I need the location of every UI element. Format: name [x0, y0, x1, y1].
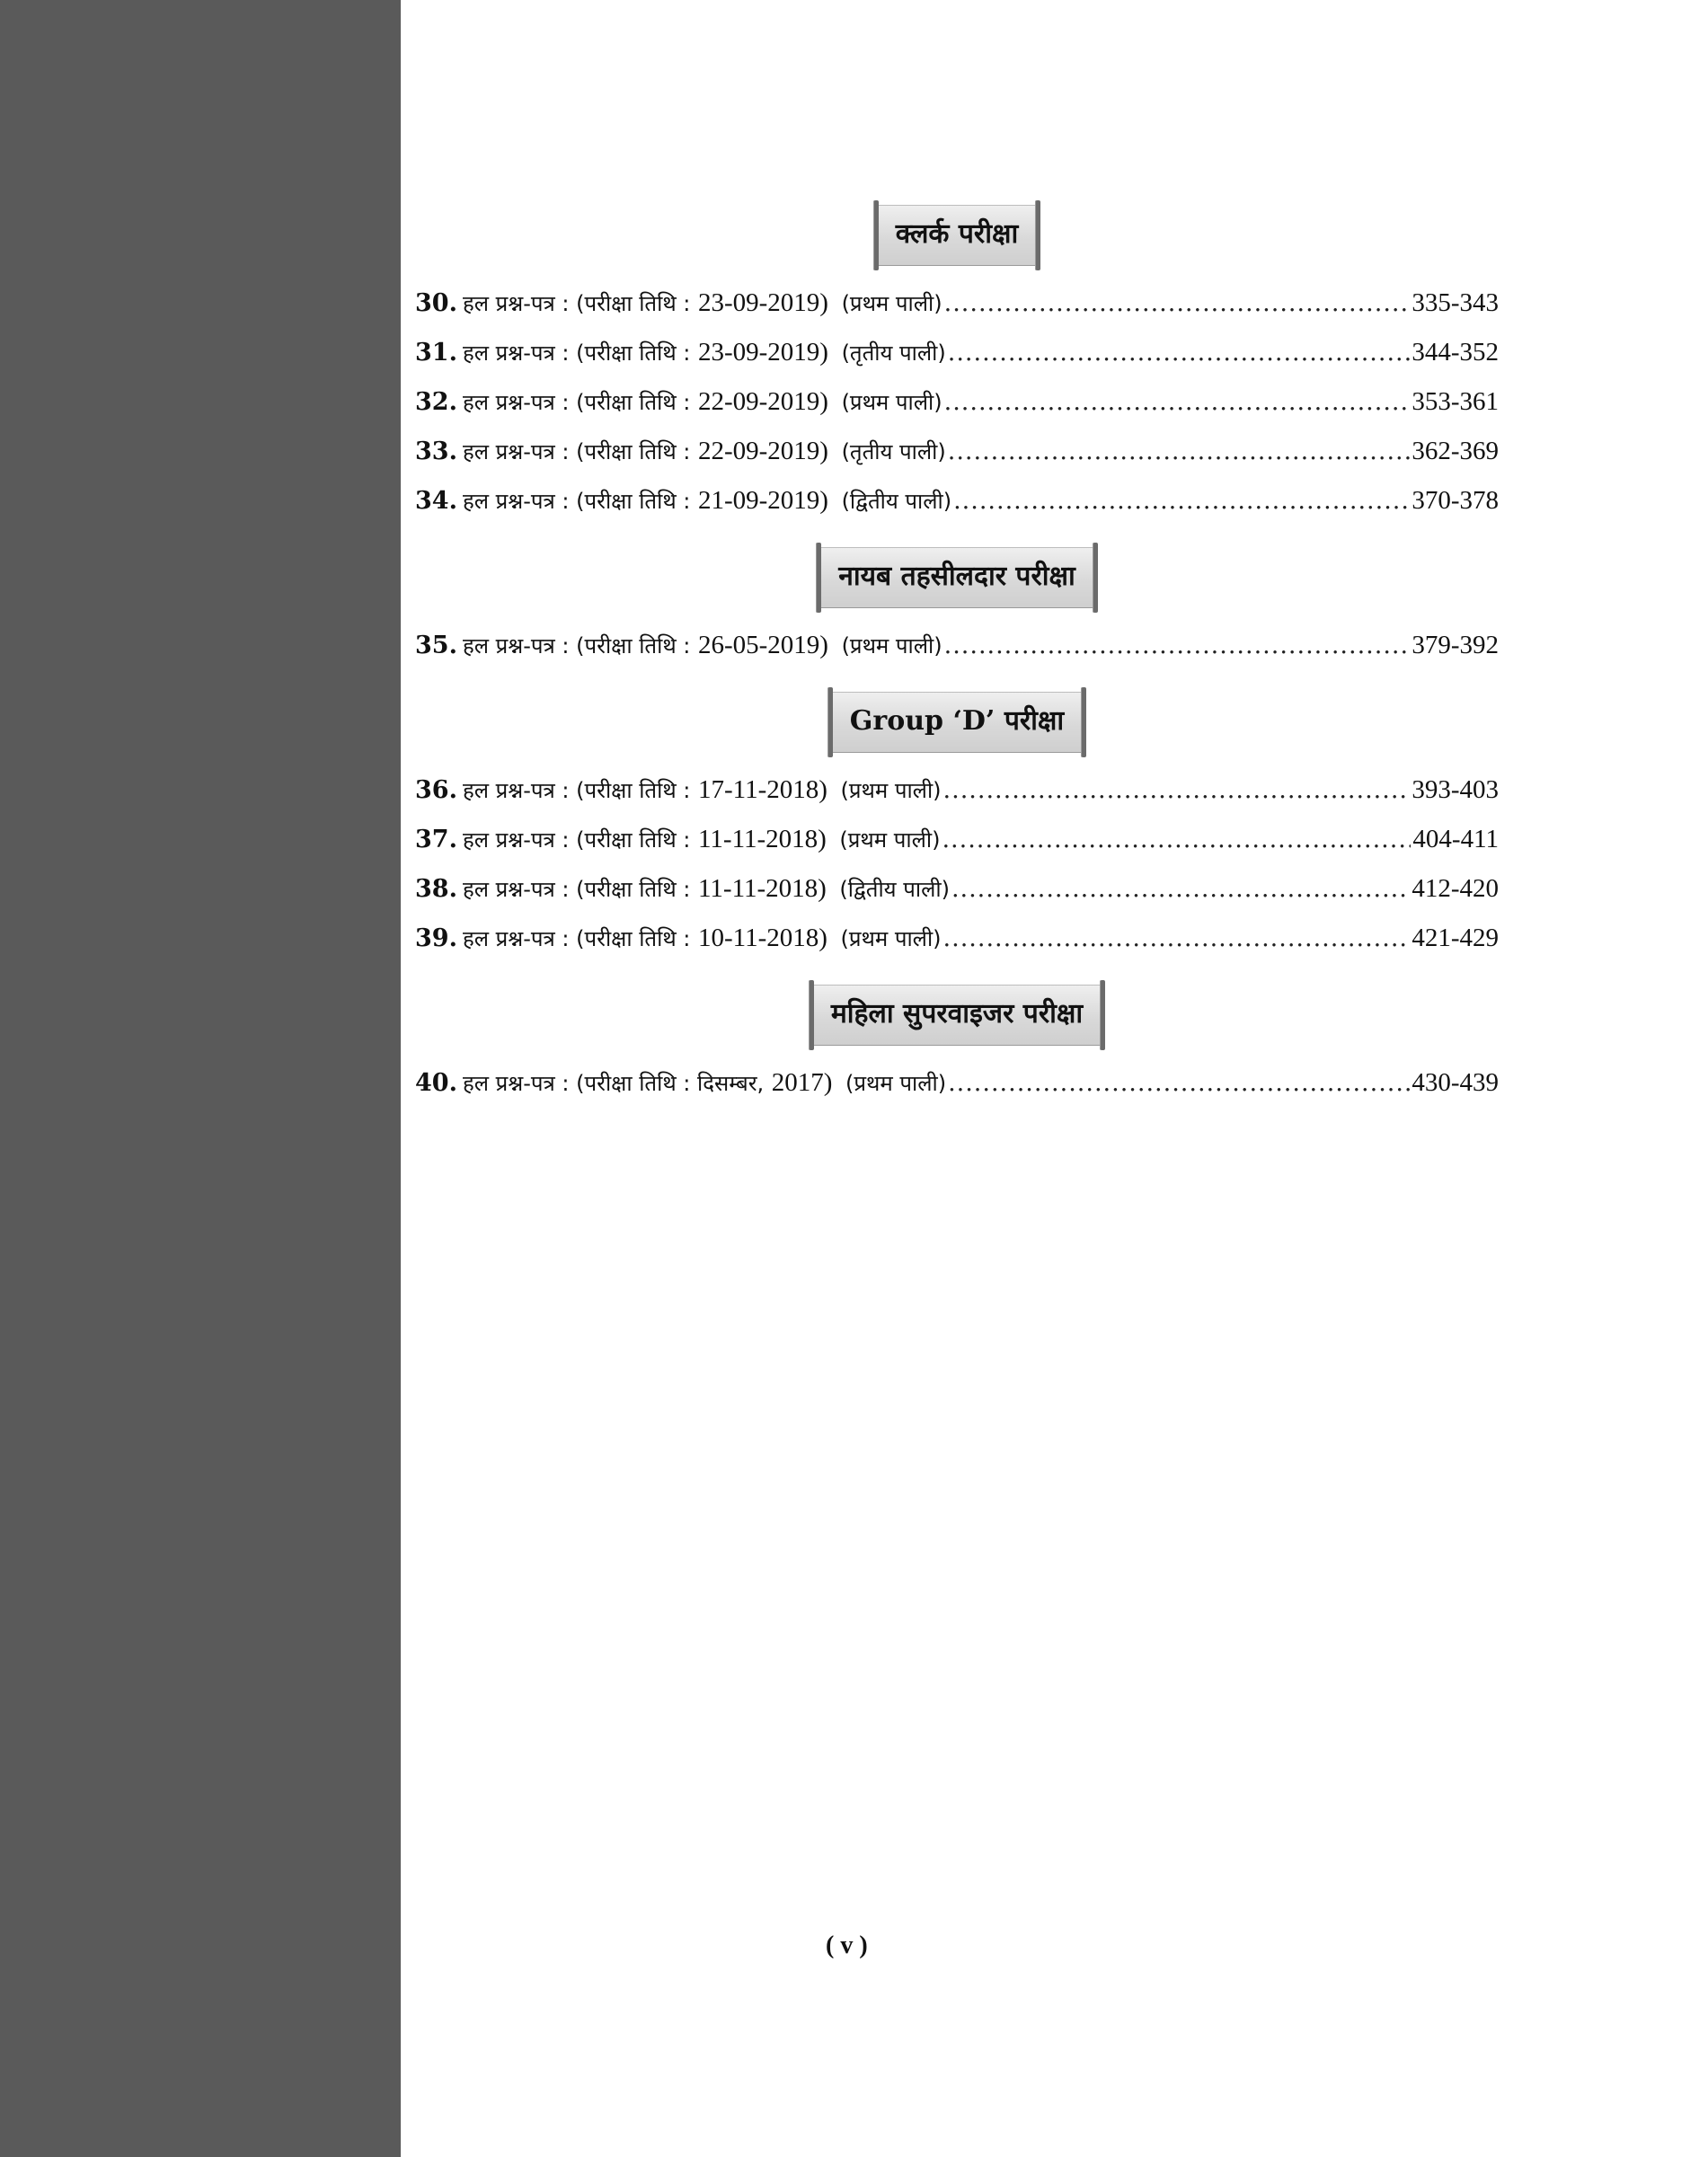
toc-entry [415, 427, 1499, 476]
banner-rod-right [1093, 543, 1098, 613]
section-title: क्लर्क परीक्षा [895, 218, 1019, 250]
entry-shift: (द्वितीय पाली) [841, 489, 952, 514]
entry-pages: 404-411 [1412, 825, 1499, 853]
entry-number: 39. [415, 924, 457, 952]
toc-entry [415, 864, 1499, 914]
dot-leader [943, 914, 1411, 963]
entry-date: 11-11-2018) [697, 825, 827, 853]
section-header-naib-tehsildar [415, 547, 1499, 608]
entry-shift: (प्रथम पाली) [839, 827, 941, 853]
dot-leader [944, 278, 1411, 328]
banner-rod-right [1081, 687, 1086, 757]
entry-pages: 379-392 [1412, 631, 1499, 659]
banner-rod-right [1035, 200, 1040, 270]
banner-rod-left [809, 980, 814, 1050]
entry-date: 11-11-2018) [697, 874, 827, 903]
entry-number: 30. [415, 289, 457, 317]
section-header-mahila-supervisor [415, 985, 1499, 1046]
entry-pages: 393-403 [1412, 775, 1499, 804]
dot-leader [944, 621, 1411, 670]
toc-entry [415, 278, 1499, 328]
entry-number: 40. [415, 1069, 457, 1097]
dot-leader [942, 815, 1411, 864]
scroll-banner [876, 205, 1039, 266]
dot-leader [948, 328, 1411, 377]
entry-number: 37. [415, 826, 457, 853]
entry-shift: (तृतीय पाली) [841, 340, 946, 366]
entry-number: 34. [415, 487, 457, 515]
entry-pages: 344-352 [1412, 338, 1499, 367]
side-band [0, 0, 401, 2157]
entry-date: 21-09-2019) [697, 486, 828, 515]
entry-date: 10-11-2018) [697, 924, 827, 952]
section-title: Group ‘D’ परीक्षा [849, 705, 1065, 737]
page-number: ( v ) [826, 1932, 868, 1959]
entry-label: हल प्रश्न-पत्र : (परीक्षा तिथि : [462, 827, 691, 853]
dot-leader [951, 864, 1410, 914]
entry-shift: (प्रथम पाली) [841, 390, 942, 415]
entry-number: 31. [415, 339, 457, 367]
entry-label: हल प्रश्न-पत्र : (परीक्षा तिथि : [462, 778, 691, 803]
entry-date: 17-11-2018) [697, 775, 827, 804]
entry-number: 35. [415, 632, 457, 659]
entry-label: हल प्रश्न-पत्र : (परीक्षा तिथि : [462, 877, 691, 902]
entry-shift: (प्रथम पाली) [841, 633, 942, 659]
dot-leader [948, 427, 1411, 476]
section-title: नायब तहसीलदार परीक्षा [838, 561, 1075, 592]
banner-rod-left [816, 543, 821, 613]
entry-number: 38. [415, 875, 457, 903]
toc-entry [415, 914, 1499, 963]
entry-pages: 430-439 [1412, 1068, 1499, 1097]
entry-date: 2017) [771, 1068, 833, 1097]
entry-number: 32. [415, 388, 457, 416]
toc-entry [415, 328, 1499, 377]
entry-shift: (द्वितीय पाली) [839, 877, 950, 902]
dot-leader [948, 1058, 1410, 1108]
entry-label: हल प्रश्न-पत्र : (परीक्षा तिथि : [462, 926, 691, 951]
entry-shift: (प्रथम पाली) [845, 1071, 947, 1096]
entry-label: हल प्रश्न-पत्र : (परीक्षा तिथि : [462, 340, 691, 366]
entry-label: हल प्रश्न-पत्र : (परीक्षा तिथि : [462, 390, 691, 415]
dot-leader [944, 377, 1411, 427]
banner-rod-left [873, 200, 879, 270]
scroll-banner [830, 692, 1084, 753]
entry-label: हल प्रश्न-पत्र : (परीक्षा तिथि : [462, 439, 691, 464]
scroll-banner [819, 547, 1095, 608]
entry-pages: 353-361 [1412, 387, 1499, 416]
entry-date: 26-05-2019) [697, 631, 828, 659]
toc-entry [415, 621, 1499, 670]
entry-pages: 362-369 [1412, 437, 1499, 465]
entry-date: 23-09-2019) [697, 338, 828, 367]
entry-label: हल प्रश्न-पत्र : (परीक्षा तिथि : [462, 633, 691, 659]
entry-label: हल प्रश्न-पत्र : (परीक्षा तिथि : दिसम्बर, [462, 1071, 765, 1096]
entry-date: 22-09-2019) [697, 437, 828, 465]
entry-shift: (प्रथम पाली) [840, 778, 942, 803]
entry-pages: 412-420 [1412, 874, 1499, 903]
entry-pages: 335-343 [1412, 288, 1499, 317]
dot-leader [953, 476, 1410, 526]
entry-number: 33. [415, 438, 457, 465]
contents-list [415, 205, 1499, 1108]
scroll-banner [811, 985, 1102, 1046]
section-title: महिला सुपरवाइजर परीक्षा [830, 998, 1084, 1030]
toc-entry [415, 1058, 1499, 1108]
banner-rod-right [1100, 980, 1105, 1050]
toc-entry [415, 377, 1499, 427]
section-header-group-d [415, 692, 1499, 753]
toc-entry [415, 815, 1499, 864]
toc-entry [415, 765, 1499, 815]
entry-date: 22-09-2019) [697, 387, 828, 416]
entry-pages: 370-378 [1412, 486, 1499, 515]
toc-entry [415, 476, 1499, 526]
entry-date: 23-09-2019) [697, 288, 828, 317]
entry-pages: 421-429 [1412, 924, 1499, 952]
section-header-clerk [415, 205, 1499, 266]
entry-number: 36. [415, 776, 457, 804]
entry-shift: (प्रथम पाली) [840, 926, 942, 951]
entry-shift: (तृतीय पाली) [841, 439, 946, 464]
entry-shift: (प्रथम पाली) [841, 291, 942, 316]
banner-rod-left [827, 687, 833, 757]
entry-label: हल प्रश्न-पत्र : (परीक्षा तिथि : [462, 291, 691, 316]
dot-leader [943, 765, 1411, 815]
entry-label: हल प्रश्न-पत्र : (परीक्षा तिथि : [462, 489, 691, 514]
